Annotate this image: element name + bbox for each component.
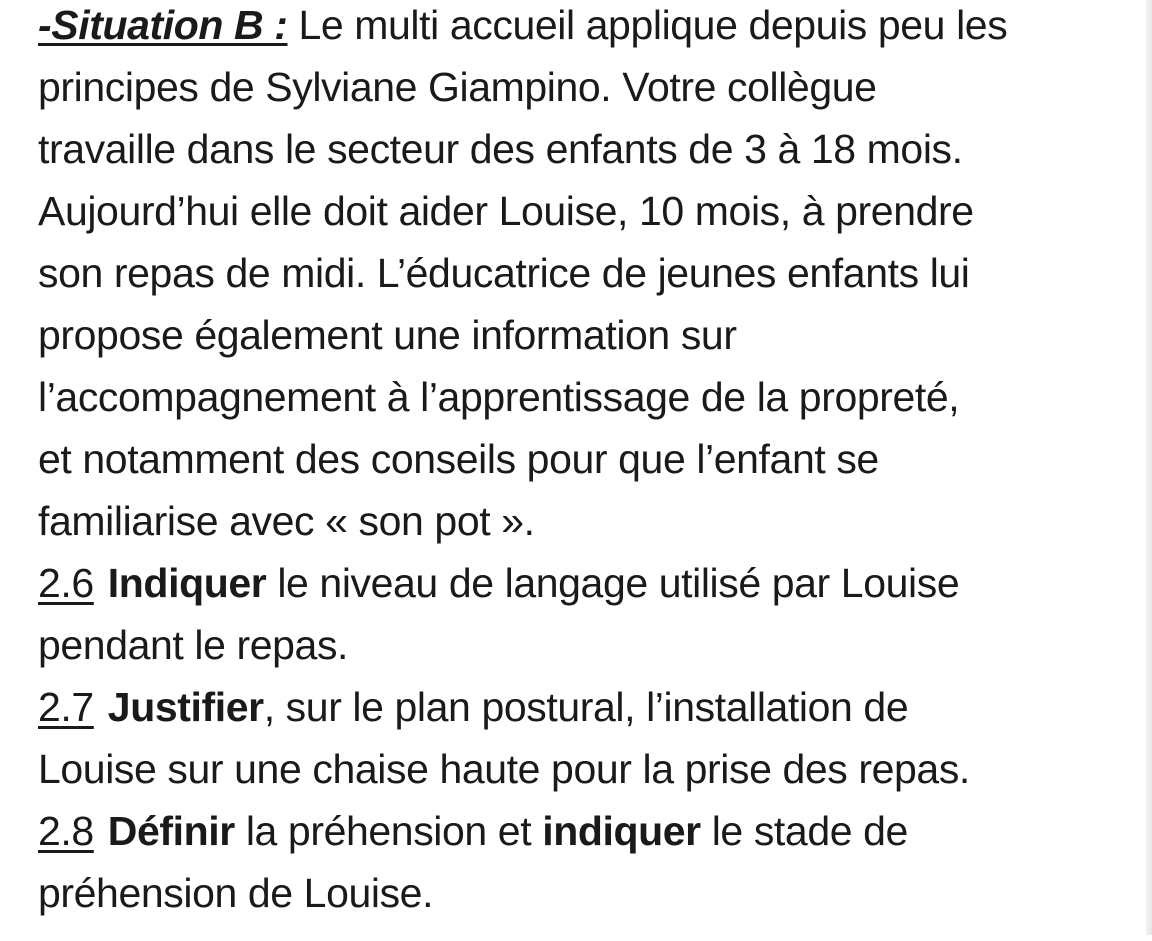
intro-line-4: Aujourd’hui elle doit aider Louise, 10 mois, à prendre: [38, 188, 974, 234]
intro-line-6: propose également une information sur: [38, 312, 737, 358]
question-verb: Justifier: [107, 684, 264, 730]
question-2-7-line-2: Louise sur une chaise haute pour la prise des repas.: [38, 746, 970, 792]
situation-label: -Situation B :: [38, 2, 288, 48]
intro-line-1: Le multi accueil applique depuis peu les: [298, 2, 1008, 48]
page-edge-divider: [1146, 0, 1152, 935]
question-text: , sur le plan postural, l’installation de: [263, 684, 909, 730]
question-verb: Indiquer: [107, 560, 267, 606]
question-text: le niveau de langage utilisé par Louise: [266, 560, 960, 606]
intro-line-2: principes de Sylviane Giampino. Votre collègue: [38, 64, 877, 110]
question-2-8-line-1: [38, 800, 1142, 862]
intro-line-8: et notamment des conseils pour que l’enfant se: [38, 436, 879, 482]
question-number: 2.7: [38, 684, 94, 730]
situation-heading-line: [38, 0, 1142, 56]
intro-line-9: familiarise avec « son pot ».: [38, 498, 535, 544]
question-verb: Définir: [107, 808, 235, 854]
intro-line-7: l’accompagnement à l’apprentissage de la propreté,: [38, 374, 960, 420]
question-2-6-line-1: [38, 552, 1142, 614]
question-text-2: le stade de: [700, 808, 908, 854]
question-2-8-line-2: préhension de Louise.: [38, 870, 434, 916]
question-number: 2.8: [38, 808, 94, 854]
question-2-6-line-2: pendant le repas.: [38, 622, 349, 668]
question-2-7-line-1: [38, 676, 1142, 738]
question-number: 2.6: [38, 560, 94, 606]
question-text: la préhension et: [234, 808, 543, 854]
question-verb-2: indiquer: [542, 808, 701, 854]
intro-line-3: travaille dans le secteur des enfants de 3 à 18 mois.: [38, 126, 963, 172]
intro-line-5: son repas de midi. L’éducatrice de jeunes enfants lui: [38, 250, 970, 296]
